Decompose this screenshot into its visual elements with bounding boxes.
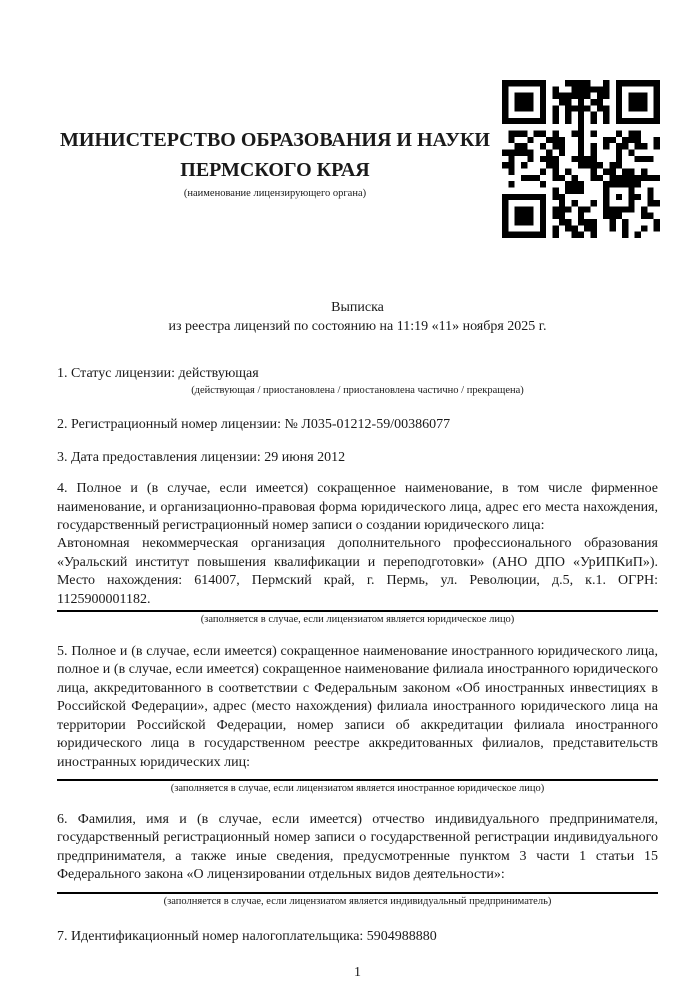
- document-title-line1: Выписка: [331, 300, 384, 315]
- document-body: [57, 298, 658, 982]
- document-title: [57, 298, 658, 336]
- document-header: [55, 125, 495, 201]
- legal-entity-rule: [57, 610, 658, 612]
- licensing-authority-caption: (наименование лицензирующего органа): [183, 188, 367, 199]
- license-status-caption: (действующая / приостановлена / приостановлена частично / прекращена): [191, 385, 524, 397]
- registration-number-text: 2. Регистрационный номер лицензии: № Л035-01212-59/00386077: [57, 417, 451, 433]
- taxpayer-number-text: 7. Идентификационный номер налогоплательщика: 5904988880: [57, 928, 437, 944]
- item-registration-number: [57, 416, 658, 434]
- item-license-grant-date: [57, 449, 658, 467]
- individual-entrepreneur-label: 6. Фамилия, имя и (в случае, если имеется) отчество индивидуального предпринимателя, государственный регистрационный номер записи о государственной регистрации индивидуального предпринимателя, а также иные сведения, предусмотренные пунктом 3 части 1 статьи 15 Федерального закона «О лицензировании отдельных видов деятельности»:: [57, 811, 658, 883]
- page-number: 1: [354, 964, 361, 980]
- item-license-status: [57, 365, 658, 397]
- individual-entrepreneur-rule: [57, 892, 658, 894]
- individual-entrepreneur-caption: (заполняется в случае, если лицензиатом является индивидуальный предприниматель): [163, 895, 552, 907]
- ministry-name-line2: ПЕРМСКОГО КРАЯ: [180, 159, 370, 181]
- item-foreign-legal-entity: [57, 643, 658, 795]
- foreign-legal-entity-label: 5. Полное и (в случае, если имеется) сокращенное наименование иностранного юридического лица, полное и (в случае, если имеется) сокращенное наименование филиала иностранного юридического лица, аккредитованного в соответствии с Федеральным законом «Об иностранных инвестициях в Российской Федерации», адрес (место нахождения) филиала иностранного юридического лица на территории Российской Федерации, номер записи об аккредитации филиала иностранного юридического лица в государственном реестре аккредитованных филиалов, представительств иностранных юридических лиц:: [57, 644, 658, 770]
- qr-code-icon: [502, 80, 660, 238]
- foreign-legal-entity-rule: [57, 779, 658, 781]
- item-taxpayer-number: [57, 928, 658, 946]
- item-individual-entrepreneur: [57, 811, 658, 908]
- document-title-line2: из реестра лицензий по состоянию на 11:19 «11» ноября 2025 г.: [168, 319, 547, 334]
- legal-entity-value: Автономная некоммерческая организация дополнительного профессионального образования «Уральский институт повышения квалификации и переподготовки» (АНО ДПО «УрИПКиП»). Место нахождения: 614007, Пермский край, г. Пермь, ул. Революции, д.5, к.1. ОГРН: 1125900001182.: [57, 536, 658, 607]
- license-grant-date-text: 3. Дата предоставления лицензии: 29 июня 2012: [57, 449, 346, 465]
- item-legal-entity: [57, 480, 658, 626]
- legal-entity-caption: (заполняется в случае, если лицензиатом является юридическое лицо): [200, 614, 515, 626]
- legal-entity-label: 4. Полное и (в случае, если имеется) сокращенное наименование, в том числе фирменное наименование, и организационно-правовая форма юридического лица, адрес его места нахождения, государственный регистрационный номер записи о создании юридического лица:: [57, 481, 658, 534]
- license-status-text: 1. Статус лицензии: действующая: [57, 366, 259, 381]
- ministry-name-line1: МИНИСТЕРСТВО ОБРАЗОВАНИЯ И НАУКИ: [60, 129, 490, 151]
- foreign-legal-entity-caption: (заполняется в случае, если лицензиатом является иностранное юридическое лицо): [170, 782, 545, 794]
